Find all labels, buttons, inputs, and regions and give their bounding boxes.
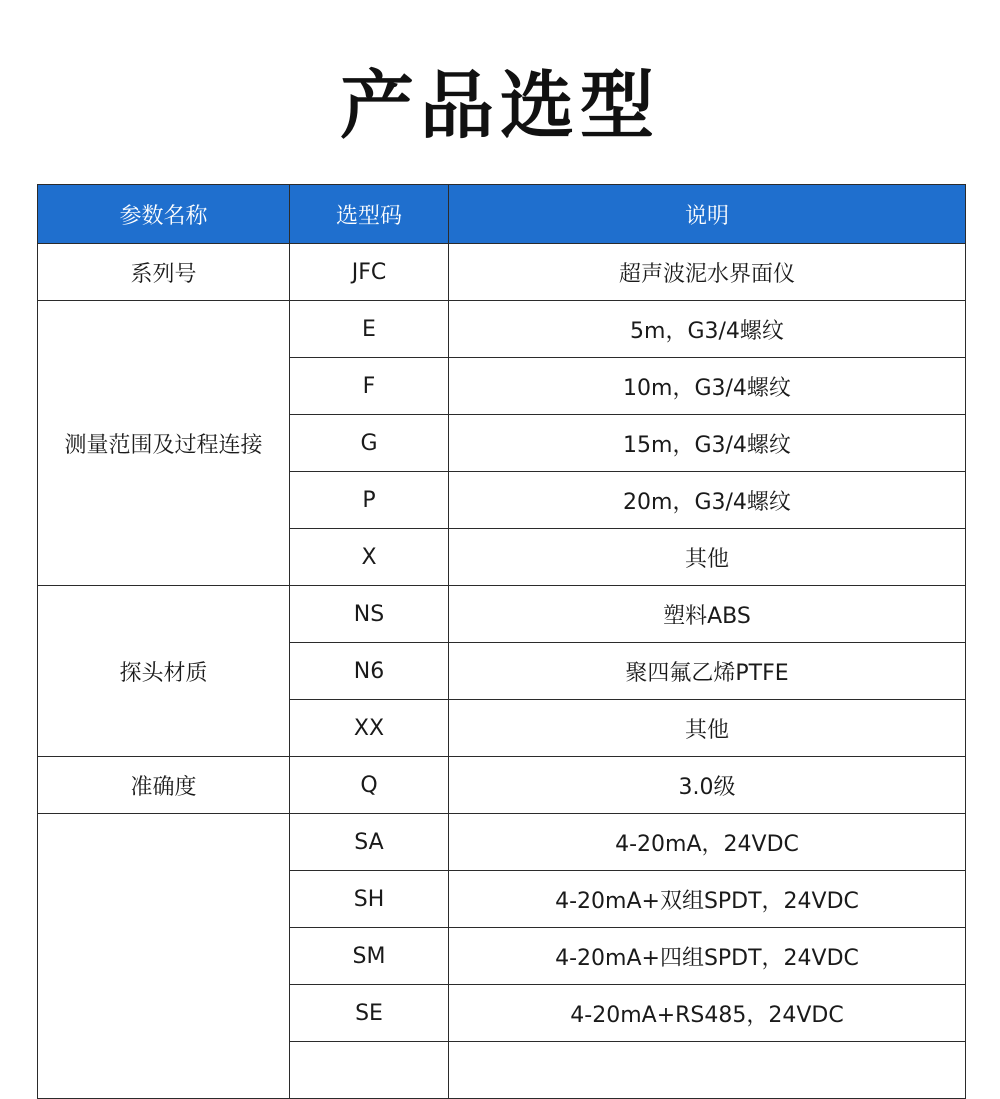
- description-cell: 4-20mA+四组SPDT，24VDC: [449, 928, 966, 985]
- header-description: 说明: [449, 185, 966, 244]
- code-cell: [290, 1042, 449, 1099]
- param-name-cell: 准确度: [38, 757, 290, 814]
- header-selection-code: 选型码: [290, 185, 449, 244]
- description-cell: 塑料ABS: [449, 586, 966, 643]
- table-header-row: [38, 185, 966, 244]
- code-cell: SA: [290, 814, 449, 871]
- product-selection-table: [37, 184, 966, 1099]
- description-cell: 5m，G3/4螺纹: [449, 301, 966, 358]
- code-cell: SH: [290, 871, 449, 928]
- description-cell: 10m，G3/4螺纹: [449, 358, 966, 415]
- code-cell: NS: [290, 586, 449, 643]
- param-name-cell: 探头材质: [38, 586, 290, 757]
- description-cell: 4-20mA+RS485，24VDC: [449, 985, 966, 1042]
- code-cell: P: [290, 472, 449, 529]
- description-cell: 其他: [449, 700, 966, 757]
- description-cell: 4-20mA+双组SPDT，24VDC: [449, 871, 966, 928]
- param-name-cell: 系列号: [38, 244, 290, 301]
- param-name-cell: 测量范围及过程连接: [38, 301, 290, 586]
- description-cell: 超声波泥水界面仪: [449, 244, 966, 301]
- table-row: [38, 244, 966, 301]
- code-cell: XX: [290, 700, 449, 757]
- code-cell: SM: [290, 928, 449, 985]
- code-cell: F: [290, 358, 449, 415]
- code-cell: Q: [290, 757, 449, 814]
- description-cell: [449, 1042, 966, 1099]
- description-cell: 聚四氟乙烯PTFE: [449, 643, 966, 700]
- code-cell: N6: [290, 643, 449, 700]
- code-cell: JFC: [290, 244, 449, 301]
- description-cell: 20m，G3/4螺纹: [449, 472, 966, 529]
- page-title: 产品选型: [340, 63, 660, 149]
- description-cell: 4-20mA，24VDC: [449, 814, 966, 871]
- code-cell: SE: [290, 985, 449, 1042]
- param-name-cell: [38, 814, 290, 1099]
- header-param-name: 参数名称: [38, 185, 290, 244]
- description-cell: 15m，G3/4螺纹: [449, 415, 966, 472]
- code-cell: E: [290, 301, 449, 358]
- code-cell: X: [290, 529, 449, 586]
- code-cell: G: [290, 415, 449, 472]
- table-row: [38, 301, 966, 358]
- description-cell: 3.0级: [449, 757, 966, 814]
- description-cell: 其他: [449, 529, 966, 586]
- table-row: [38, 586, 966, 643]
- table-row: [38, 814, 966, 871]
- table-row: [38, 757, 966, 814]
